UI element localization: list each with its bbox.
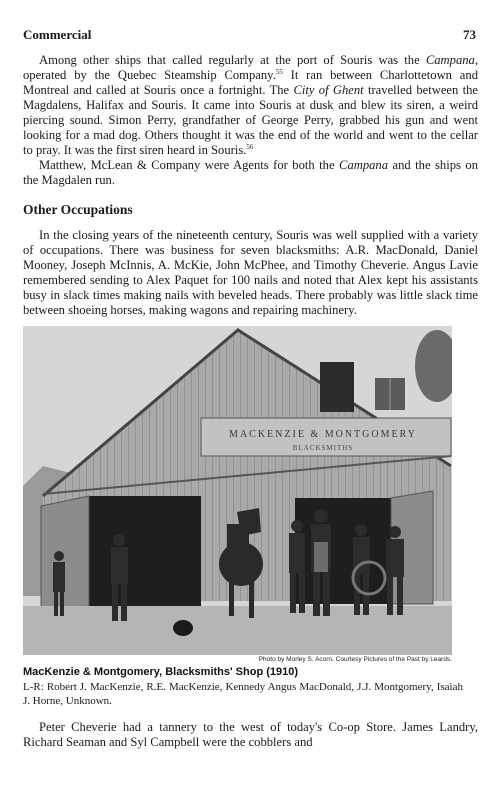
paragraph-ships-2: Matthew, McLean & Company were Agents for both the Campana and the ships on the Magdalen run. bbox=[23, 158, 478, 187]
photo-caption-text: L-R: Robert J. MacKenzie, R.E. MacKenzie, Kennedy Angus MacDonald, J.J. Montgomery, Isaiah J. Horne, Unknown. bbox=[23, 681, 463, 707]
footnote-ref-55: 55 bbox=[275, 67, 283, 76]
photo-caption-title: MacKenzie & Montgomery, Blacksmiths' Shop (1910) bbox=[23, 666, 299, 678]
page-header bbox=[23, 27, 476, 45]
ship-name-city-of-ghent: City of Ghent bbox=[293, 83, 364, 97]
paragraph-tannery: Peter Cheverie had a tannery to the west of today's Co-op Store. James Landry, Richard Seaman and Syl Campbell were the cobblers and bbox=[23, 720, 478, 749]
ship-name-campana: Campana bbox=[425, 53, 475, 67]
shop-sign-subtext: BLACKSMITHS bbox=[292, 444, 354, 452]
section-heading: Other Occupations bbox=[23, 202, 133, 217]
paragraph-ships bbox=[23, 53, 478, 188]
shop-sign-text: MACKENZIE & MONTGOMERY bbox=[229, 429, 417, 440]
header-section-title: Commercial bbox=[23, 27, 92, 42]
page-number: 73 bbox=[463, 27, 476, 42]
blacksmith-shop-photo bbox=[23, 326, 452, 655]
paragraph-occupations: In the closing years of the nineteenth century, Souris was well supplied with a variety of occupations. There was business for seven blacksmiths: A.R. MacDonald, Daniel Mooney, Joseph McInnis, A. McKie, John McPhee, and Timothy Cheverie. Angus Lavie remembered sending to Alex Paquet for 100 nails and noted that Alex kept his assistants busy in slack times making nails with beveled heads. There probably was little slack time between shoeing horses, making wagons and repairing machinery. bbox=[23, 228, 478, 317]
photo-credit: Photo by Morley S. Acorn. Courtesy Pictures of the Past by Leards. bbox=[258, 656, 452, 663]
footnote-ref-56: 56 bbox=[246, 142, 254, 151]
ship-name-campana-2: Campana bbox=[339, 158, 389, 172]
paragraph-ships-1: Among other ships that called regularly at the port of Souris was the Campana, operated by the Quebec Steamship Company.$^{55}$ It ran between Charlottetown and Montreal and called at Souris once a fortnight. The City of Ghent travelled between the Magdalens, Halifax and Souris. It came into Souris at dusk and blew its siren, a weird piercing sound. Simon Perry, grandfather of George Perry, grabbed his gun and went looking for a mad dog. Others thought it was the end of the world and went to the cellar to pray. It was the first siren heard in Souris.$^{56}$ bbox=[23, 53, 479, 157]
